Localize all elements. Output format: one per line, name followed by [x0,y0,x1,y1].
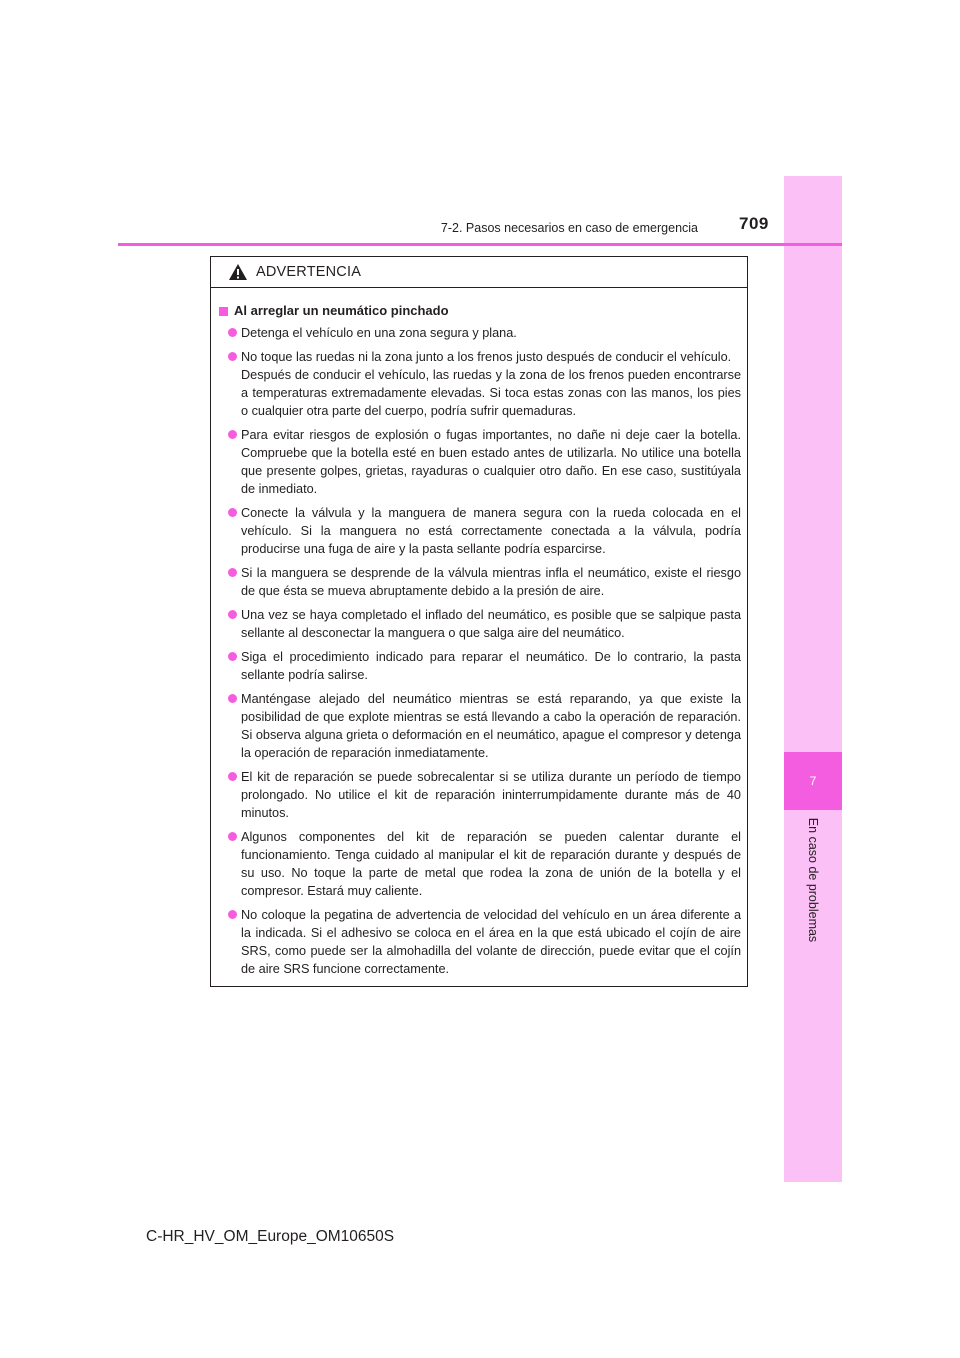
list-item: Conecte la válvula y la manguera de manera segura con la rueda colocada en el vehículo. Si la manguera no está correctamente conectada a la válvula, podría producirse una fuga de aire y la pasta sellante podría esparcirse. [219,504,741,558]
bullet-dot-icon [228,694,237,703]
list-item: Algunos componentes del kit de reparación se pueden calentar durante el funcionamiento. Tenga cuidado al manipular el kit de reparación durante y después de su uso. No toque la parte de metal que rodea la zona de unión de la botella y el compresor. Estará muy caliente. [219,828,741,900]
bullet-dot-icon [228,430,237,439]
list-item: Para evitar riesgos de explosión o fugas importantes, no dañe ni deje caer la botella. Compruebe que la botella esté en buen estado antes de utilizarla. No utilice una botella que presente golpes, grietas, rayaduras o cualquier otro daño. En ese caso, sustitúyala de inmediato. [219,426,741,498]
bullet-dot-icon [228,352,237,361]
chapter-side-tab [784,176,842,1182]
document-code: C-HR_HV_OM_Europe_OM10650S [146,1228,395,1245]
list-item: No coloque la pegatina de advertencia de velocidad del vehículo en un área diferente a la indicada. Si el adhesivo se coloca en el área en la que está ubicado el cojín de aire SRS, como puede ser la almohadilla del volante de dirección, puede evitar que el cojín de aire SRS funcione correctamente. [219,906,741,978]
list-item: Manténgase alejado del neumático mientras se está reparando, ya que existe la posibilidad de que explote mientras se está llevando a cabo la operación de reparación. Si observa alguna grieta o deformación en el neumático, apague el compresor y detenga la operación de reparación inmediatamente. [219,690,741,762]
bullet-dot-icon [228,772,237,781]
warning-body [211,288,747,978]
bullet-dot-icon [228,610,237,619]
list-item: Siga el procedimiento indicado para reparar el neumático. De lo contrario, la pasta sellante podría salirse. [219,648,741,684]
header-divider [118,243,842,246]
bullet-dot-icon [228,910,237,919]
warning-list [219,324,741,978]
warning-box [210,256,748,987]
warning-header [211,257,747,288]
list-item: El kit de reparación se puede sobrecalentar si se utiliza durante un período de tiempo prolongado. No utilice el kit de reparación ininterrumpidamente durante más de 40 minutos. [219,768,741,822]
warning-title: ADVERTENCIA [256,264,362,280]
bullet-dot-icon [228,568,237,577]
warning-heading-text: Al arreglar un neumático pinchado [234,303,449,318]
bullet-dot-icon [228,328,237,337]
page-number: 709 [739,214,769,233]
chapter-number: 7 [809,774,817,788]
section-title: 7-2. Pasos necesarios en caso de emergencia [440,221,698,235]
warning-triangle-icon [228,263,248,281]
bullet-dot-icon [228,832,237,841]
square-bullet-icon [219,307,228,316]
bullet-dot-icon [228,508,237,517]
warning-heading [219,302,741,320]
list-item: No toque las ruedas ni la zona junto a los frenos justo después de conducir el vehículo. Después de conducir el vehículo, las ruedas y la zona de los frenos pueden encontrarse a temperaturas extremadamente elevadas. Si toca estas zonas con las manos, los pies o cualquier otra parte del cuerpo, podría sufrir quemaduras. [219,348,741,420]
chapter-label: En caso de problemas [806,817,820,943]
chapter-number-box [784,752,842,810]
bullet-dot-icon [228,652,237,661]
list-item: Una vez se haya completado el inflado del neumático, es posible que se salpique pasta sellante al desconectar la manguera o que salga aire del neumático. [219,606,741,642]
list-item: Detenga el vehículo en una zona segura y plana. [219,324,741,342]
list-item: Si la manguera se desprende de la válvula mientras infla el neumático, existe el riesgo de que ésta se mueva abruptamente debido a la presión de aire. [219,564,741,600]
